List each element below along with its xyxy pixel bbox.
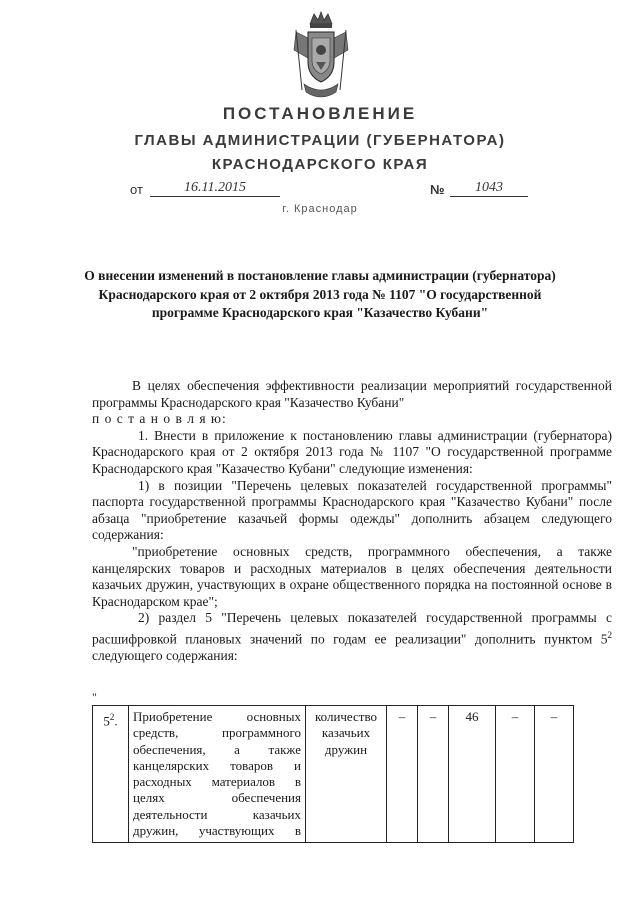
issuer-heading-line-2: КРАСНОДАРСКОГО КРАЯ xyxy=(211,156,429,173)
value-cell-2: – xyxy=(418,706,449,843)
number-handwritten: 1043 xyxy=(450,180,528,197)
value-cell-3: 46 xyxy=(449,706,496,843)
value-cell-1: – xyxy=(387,706,418,843)
paragraph-subitem-1: 1) в позиции "Перечень целевых показателей государственной программы" паспорта государственной программы Краснодарского края "Казачество Кубани" после абзаца "приобретение казачьей формы одежды" дополнить абзацем следующего содержания: xyxy=(92,477,612,543)
value-cell-4: – xyxy=(496,706,535,843)
table-row xyxy=(93,706,574,843)
body-text xyxy=(92,378,612,665)
paragraph-subitem-2: 2) раздел 5 "Перечень целевых показателей государственной программы с расшифровкой плановых значений по годам ее реализации" дополнить пунктом $5^2$ следующего содержания: xyxy=(92,610,612,663)
date-handwritten: 16.11.2015 xyxy=(150,180,280,197)
document-type-heading: ПОСТАНОВЛЕНИЕ xyxy=(222,104,418,123)
value-cell-5: – xyxy=(535,706,574,843)
paragraph-quote: "приобретение основных средств, программного обеспечения, а также канцелярских товаров и расходных материалов в целях обеспечения деятельности казачьих дружин, участвующих в охране общественного порядка на постоянной основе в Краснодарском крае"; xyxy=(92,543,612,609)
paragraph-item-1: 1. Внести в приложение к постановлению главы администрации (губернатора) Краснодарского края от 2 октября 2013 года № 1107 "О государственной программе Краснодарского края "Казачество Кубани" следующие изменения: xyxy=(92,427,612,476)
paragraph-preamble: В целях обеспечения эффективности реализации мероприятий государственной программы Краснодарского края "Казачество Кубани" xyxy=(92,378,612,410)
target-indicators-table xyxy=(92,705,574,843)
issuer-heading-line-1: ГЛАВЫ АДМИНИСТРАЦИИ (ГУБЕРНАТОРА) xyxy=(134,132,506,149)
city-name: г. Краснодар xyxy=(282,203,358,215)
indicator-description-cell: Приобретение основных средств, программного обеспечения, а также канцелярских товаров и расходных материалов в целях обеспечения деятельности казачьих дружин, участвующих в xyxy=(129,706,306,843)
paragraph-resolve: п о с т а н о в л я ю: xyxy=(92,411,227,427)
number-label: № xyxy=(430,182,445,197)
unit-cell: количество казачьих дружин xyxy=(306,706,387,843)
date-label: от xyxy=(130,182,143,197)
coat-of-arms-emblem xyxy=(290,10,352,102)
document-title: О внесении изменений в постановление главы администрации (губернатора) Краснодарского края от 2 октября 2013 года № 1107 "О государственной программе Краснодарского края "Казачество Кубани" xyxy=(84,268,556,320)
opening-quote-mark: " xyxy=(92,690,97,704)
row-number-cell: $5^2$. xyxy=(93,706,129,843)
